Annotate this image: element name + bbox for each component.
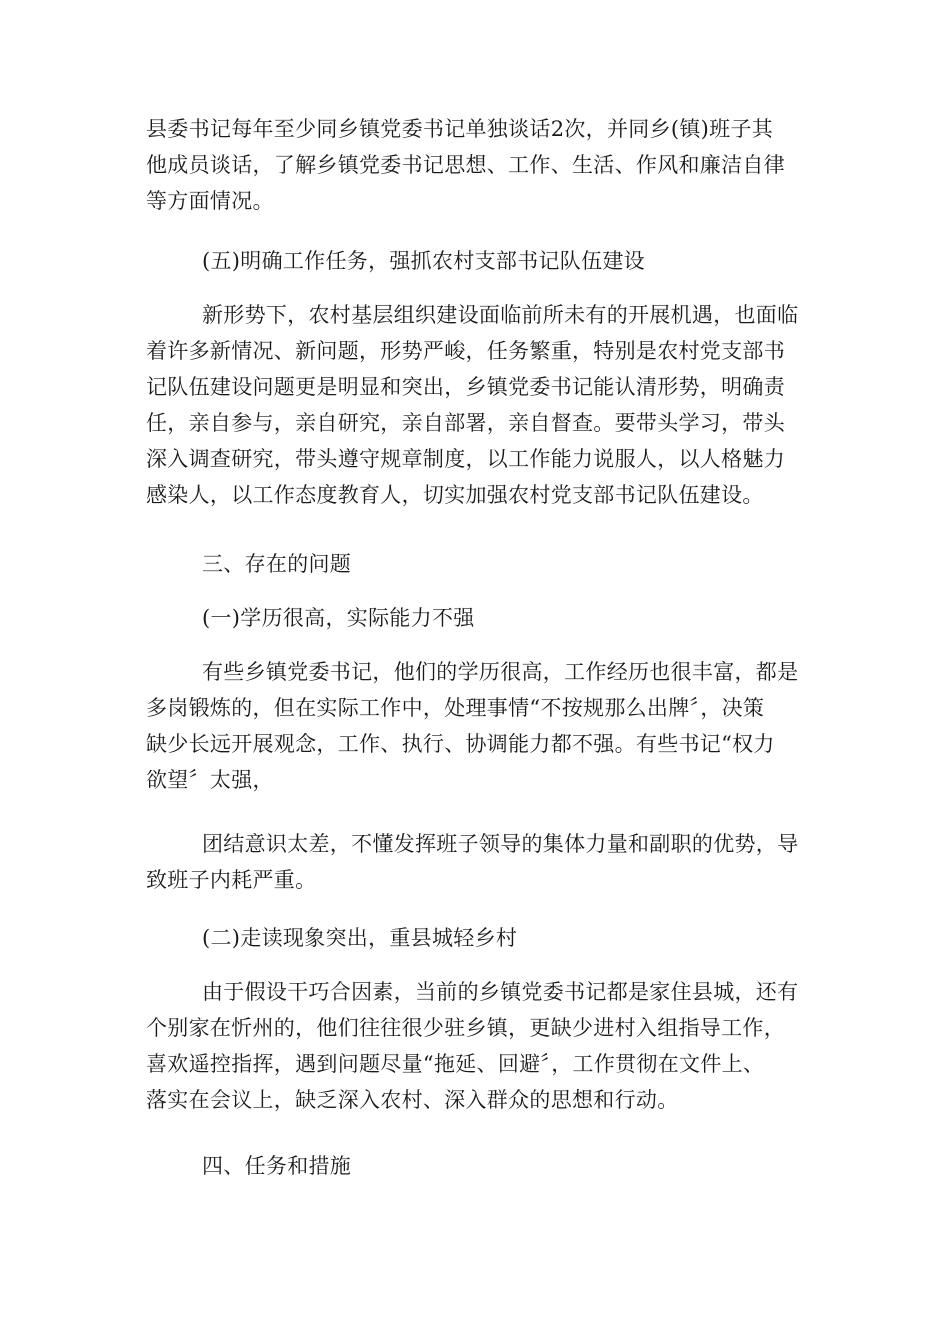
text-line: 县委书记每年至少同乡镇党委书记单独谈话2次，并同乡(镇)班子其 <box>146 117 774 141</box>
text-line: 感染人，以工作态度教育人，切实加强农村党支部书记队伍建设。 <box>146 483 764 507</box>
text-line: 任，亲自参与，亲自研究，亲自部署，亲自督查。要带头学习，带头 <box>146 411 785 435</box>
text-line: 缺少长远开展观念，工作、执行、协调能力都不强。有些书记“权力 <box>146 732 775 756</box>
section-heading-five: (五)明确工作任务，强抓农村支部书记队伍建设 <box>202 249 645 273</box>
chapter-heading-tasks: 四、任务和措施 <box>202 1154 352 1178</box>
text-line: 个别家在忻州的，他们往往很少驻乡镇，更缺少进村入组指导工作， <box>146 1016 785 1040</box>
paragraph-commuting <box>146 974 808 1118</box>
text-line: 团结意识太差，不懂发挥班子领导的集体力量和副职的优势，导 <box>202 832 799 856</box>
paragraph-talk-requirement <box>146 111 808 219</box>
paragraph-unity <box>146 826 808 898</box>
chapter-heading-problems: 三、存在的问题 <box>202 552 352 576</box>
paragraph-new-situation <box>146 297 808 513</box>
text-line: 欲望〞太强， <box>146 768 274 792</box>
section-heading-commuting: (二)走读现象突出，重县城轻乡村 <box>202 926 518 950</box>
text-line: 落实在会议上，缺乏深入农村、深入群众的思想和行动。 <box>146 1088 679 1112</box>
text-line: 致班子内耗严重。 <box>146 868 317 892</box>
text-line: 记队伍建设问题更是明显和突出，乡镇党委书记能认清形势，明确责 <box>146 375 785 399</box>
section-heading-education: (一)学历很高，实际能力不强 <box>202 606 475 630</box>
text-line: 喜欢遥控指挥，遇到问题尽量“拖延、回避〞，工作贯彻在文件上、 <box>146 1052 765 1076</box>
text-line: 深入调查研究，带头遵守规章制度，以工作能力说服人，以人格魅力 <box>146 447 785 471</box>
text-line: 新形势下，农村基层组织建设面临前所未有的开展机遇，也面临 <box>202 303 799 327</box>
text-line: 有些乡镇党委书记，他们的学历很高，工作经历也很丰富，都是 <box>202 660 799 684</box>
text-line: 多岗锻炼的，但在实际工作中，处理事情“不按规那么出牌〞，决策 <box>146 696 765 720</box>
text-line: 由于假设干巧合因素，当前的乡镇党委书记都是家住县城，还有 <box>202 980 799 1004</box>
text-line: 等方面情况。 <box>146 189 274 213</box>
text-line: 着许多新情况、新问题，形势严峻，任务繁重，特别是农村党支部书 <box>146 339 785 363</box>
text-line: 他成员谈话，了解乡镇党委书记思想、工作、生活、作风和廉洁自律 <box>146 153 785 177</box>
paragraph-high-education <box>146 654 808 798</box>
